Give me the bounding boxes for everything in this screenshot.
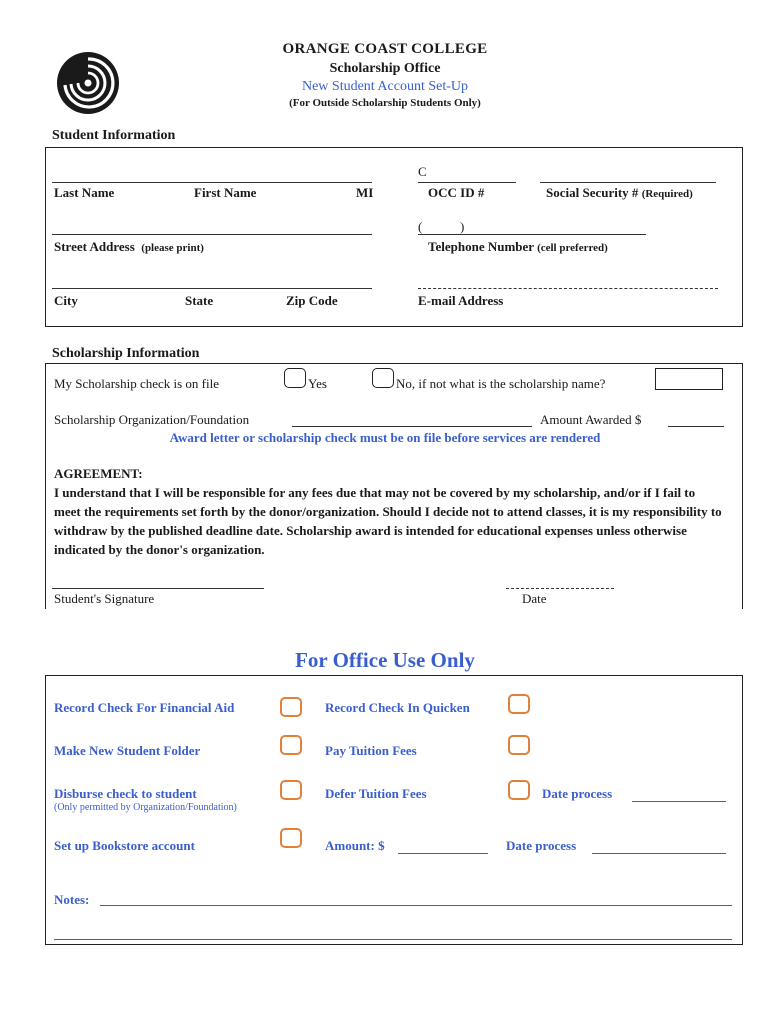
- date-label: Date: [522, 591, 547, 606]
- ssn-note: (Required): [641, 188, 693, 200]
- amount-line[interactable]: [398, 853, 488, 854]
- scholarship-notice: Award letter or scholarship check must be on file before services are rendered: [169, 430, 601, 445]
- record-quicken-checkbox[interactable]: [508, 694, 530, 714]
- mi-label: MI: [356, 185, 374, 200]
- signature-label: Student's Signature: [54, 591, 155, 606]
- form-title: New Student Account Set-Up: [301, 79, 469, 94]
- occ-id-label: OCC ID #: [428, 185, 485, 200]
- email-line[interactable]: [418, 288, 718, 289]
- telephone-note: (cell preferred): [537, 242, 608, 254]
- last-name-label: Last Name: [54, 185, 115, 200]
- notes-line-1[interactable]: [100, 905, 732, 906]
- street-line[interactable]: [52, 234, 372, 235]
- record-fa-checkbox[interactable]: [280, 697, 302, 717]
- pay-tuition-checkbox[interactable]: [508, 735, 530, 755]
- check-on-file-label: My Scholarship check is on file: [54, 376, 219, 391]
- zip-label: Zip Code: [286, 293, 338, 308]
- scholarship-info-title: Scholarship Information: [52, 346, 200, 361]
- disburse-note: (Only permitted by Organization/Foundation): [54, 802, 237, 813]
- student-info-box: [45, 147, 743, 327]
- date-line[interactable]: [506, 588, 614, 589]
- notes-line-2[interactable]: [54, 939, 732, 940]
- first-name-label: First Name: [194, 185, 257, 200]
- organization-line[interactable]: [292, 426, 532, 427]
- agreement-text: I understand that I will be responsible for any fees due that may not be covered by my scholarship, and/or if I fail to meet the requirements set forth by the donor/organization. Should I decide not to attend classes, it is my responsibility to withdraw by the published deadline date. Scholarship award is intended for educational expenses unless otherwise indicated by the donor's organization.: [54, 485, 722, 557]
- disburse-label: Disburse check to student: [54, 786, 197, 801]
- notes-label: Notes:: [54, 892, 90, 907]
- occ-id-prefix: C: [418, 164, 427, 179]
- no-checkbox[interactable]: [372, 368, 394, 388]
- bookstore-label: Set up Bookstore account: [54, 838, 195, 853]
- form-subtitle: (For Outside Scholarship Students Only): [289, 97, 481, 109]
- occ-id-line[interactable]: [418, 182, 516, 183]
- amount-awarded-line[interactable]: [668, 426, 724, 427]
- ssn-label: Social Security # (Required): [546, 185, 693, 200]
- date-process-1-line[interactable]: [632, 801, 726, 802]
- bookstore-checkbox[interactable]: [280, 828, 302, 848]
- phone-paren-open: (: [418, 219, 423, 234]
- scholarship-name-field[interactable]: [655, 368, 723, 390]
- yes-label: Yes: [308, 376, 327, 391]
- date-process-2-label: Date process: [506, 838, 577, 853]
- telephone-line[interactable]: [418, 234, 646, 235]
- city-label: City: [54, 293, 78, 308]
- defer-tuition-checkbox[interactable]: [508, 780, 530, 800]
- ssn-line[interactable]: [540, 182, 716, 183]
- college-name: ORANGE COAST COLLEGE: [282, 41, 488, 57]
- yes-checkbox[interactable]: [284, 368, 306, 388]
- student-info-title: Student Information: [52, 128, 176, 143]
- date-process-1-label: Date process: [542, 786, 613, 801]
- new-folder-label: Make New Student Folder: [54, 743, 201, 758]
- office-use-title: For Office Use Only: [295, 648, 475, 672]
- agreement-title: AGREEMENT:: [54, 466, 143, 481]
- amount-awarded-label: Amount Awarded $: [540, 412, 642, 427]
- street-note: (please print): [141, 242, 204, 254]
- defer-tuition-label: Defer Tuition Fees: [325, 786, 427, 801]
- new-folder-checkbox[interactable]: [280, 735, 302, 755]
- record-quicken-label: Record Check In Quicken: [325, 700, 470, 715]
- amount-label: Amount: $: [325, 838, 385, 853]
- telephone-label: Telephone Number (cell preferred): [428, 239, 608, 254]
- date-process-2-line[interactable]: [592, 853, 726, 854]
- no-label: No, if not what is the scholarship name?: [396, 376, 606, 391]
- pay-tuition-label: Pay Tuition Fees: [325, 743, 417, 758]
- email-label: E-mail Address: [418, 293, 504, 308]
- state-label: State: [185, 293, 214, 308]
- disburse-checkbox[interactable]: [280, 780, 302, 800]
- name-line[interactable]: [52, 182, 372, 183]
- record-fa-label: Record Check For Financial Aid: [54, 700, 235, 715]
- organization-label: Scholarship Organization/Foundation: [54, 412, 250, 427]
- signature-line[interactable]: [52, 588, 264, 589]
- city-state-zip-line[interactable]: [52, 288, 372, 289]
- street-label: Street Address (please print): [54, 239, 204, 254]
- phone-paren-close: ): [460, 219, 465, 234]
- office-name: Scholarship Office: [329, 61, 441, 76]
